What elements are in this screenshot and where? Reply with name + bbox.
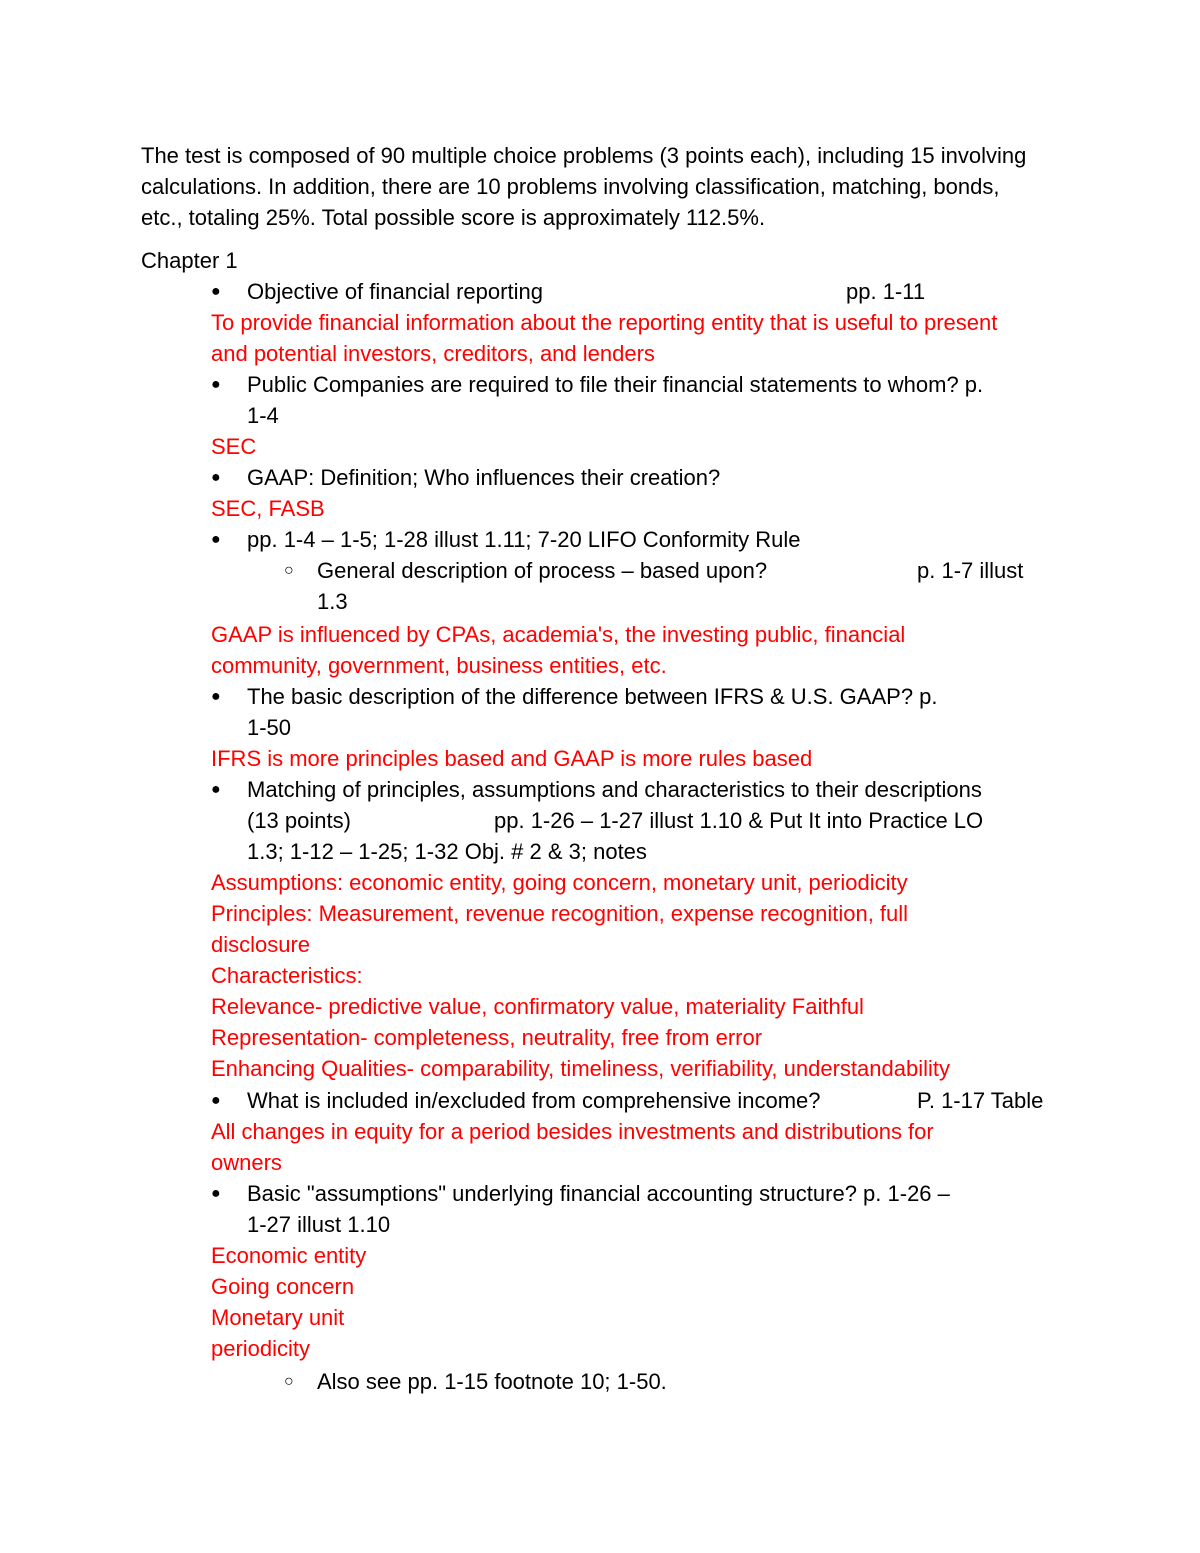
question-text: Objective of financial reporting <box>247 279 543 304</box>
answer-line: To provide financial information about the reporting entity that is useful to present <box>211 310 998 335</box>
question-text: pp. 1-4 – 1-5; 1-28 illust 1.11; 7-20 LIFO Conformity Rule <box>247 527 801 552</box>
question-continuation: 1-27 illust 1.10 <box>247 1212 391 1237</box>
page-reference: p. 1-7 illust <box>917 558 1024 583</box>
question-continuation: 1-4 <box>247 403 279 428</box>
question-text: What is included in/excluded from comprehensive income? <box>247 1088 821 1113</box>
answer-line: community, government, business entities, etc. <box>211 653 667 678</box>
answer-line: GAAP is influenced by CPAs, academia's, the investing public, financial <box>211 622 906 647</box>
answer-line: Assumptions: economic entity, going concern, monetary unit, periodicity <box>211 870 908 895</box>
bullet-icon: ● <box>211 531 221 548</box>
answer-line: SEC <box>211 434 257 459</box>
answer-line: periodicity <box>211 1336 311 1361</box>
answer-line: SEC, FASB <box>211 496 325 521</box>
answer-line: Principles: Measurement, revenue recognition, expense recognition, full <box>211 901 909 926</box>
question-text: General description of process – based upon? <box>317 558 768 583</box>
list-item-ifrs-gaap <box>211 681 938 712</box>
answer-line: Economic entity <box>211 1243 367 1268</box>
sub-item-also-see <box>284 1366 667 1397</box>
question-continuation: 1-50 <box>247 715 292 740</box>
list-item-gaap <box>211 462 720 493</box>
page-reference: pp. 1-11 <box>846 279 926 304</box>
question-text: Matching of principles, assumptions and characteristics to their descriptions <box>247 777 982 802</box>
answer-line: All changes in equity for a period besides investments and distributions for <box>211 1119 934 1144</box>
list-item-matching <box>211 774 982 805</box>
question-text: GAAP: Definition; Who influences their creation? <box>247 465 721 490</box>
page-reference: pp. 1-26 – 1-27 illust 1.10 & Put It into Practice LO <box>494 808 984 833</box>
list-item-references <box>211 524 801 555</box>
answer-line: Going concern <box>211 1274 355 1299</box>
circle-bullet-icon: ○ <box>284 562 294 579</box>
bullet-icon: ● <box>211 1185 221 1202</box>
question-text: Also see pp. 1-15 footnote 10; 1-50. <box>317 1369 667 1394</box>
bullet-icon: ● <box>211 688 221 705</box>
answer-line: owners <box>211 1150 282 1175</box>
chapter-heading: Chapter 1 <box>141 248 238 273</box>
list-item-assumptions <box>211 1178 950 1209</box>
answer-line: IFRS is more principles based and GAAP is more rules based <box>211 746 813 771</box>
page-reference: P. 1-17 Table <box>917 1088 1044 1113</box>
answer-line: Monetary unit <box>211 1305 345 1330</box>
answer-line: and potential investors, creditors, and lenders <box>211 341 655 366</box>
answer-line: Representation- completeness, neutrality, free from error <box>211 1025 763 1050</box>
points-note: (13 points) <box>247 808 351 833</box>
question-text: Basic "assumptions" underlying financial accounting structure? p. 1-26 – <box>247 1181 950 1206</box>
bullet-icon: ● <box>211 283 221 300</box>
answer-line: disclosure <box>211 932 311 957</box>
list-item-public-companies <box>211 369 983 400</box>
bullet-icon: ● <box>211 469 221 486</box>
answer-line: Enhancing Qualities- comparability, timeliness, verifiability, understandability <box>211 1056 950 1081</box>
question-continuation: 1.3; 1-12 – 1-25; 1-32 Obj. # 2 & 3; notes <box>247 839 647 864</box>
answer-line: Relevance- predictive value, confirmatory value, materiality Faithful <box>211 994 864 1019</box>
circle-bullet-icon: ○ <box>284 1373 294 1390</box>
intro-paragraph: The test is composed of 90 multiple choice problems (3 points each), including 15 involving calculations. In addition, there are 10 problems involving classification, matching, bonds, etc., totaling 25%. Total possible score is approximately 112.5%. <box>141 143 1027 230</box>
bullet-icon: ● <box>211 376 221 393</box>
bullet-icon: ● <box>211 781 221 798</box>
bullet-icon: ● <box>211 1092 221 1109</box>
question-text: The basic description of the difference between IFRS & U.S. GAAP? p. <box>247 684 938 709</box>
question-text: Public Companies are required to file their financial statements to whom? p. <box>247 372 984 397</box>
answer-line: Characteristics: <box>211 963 363 988</box>
question-continuation: 1.3 <box>317 589 348 614</box>
